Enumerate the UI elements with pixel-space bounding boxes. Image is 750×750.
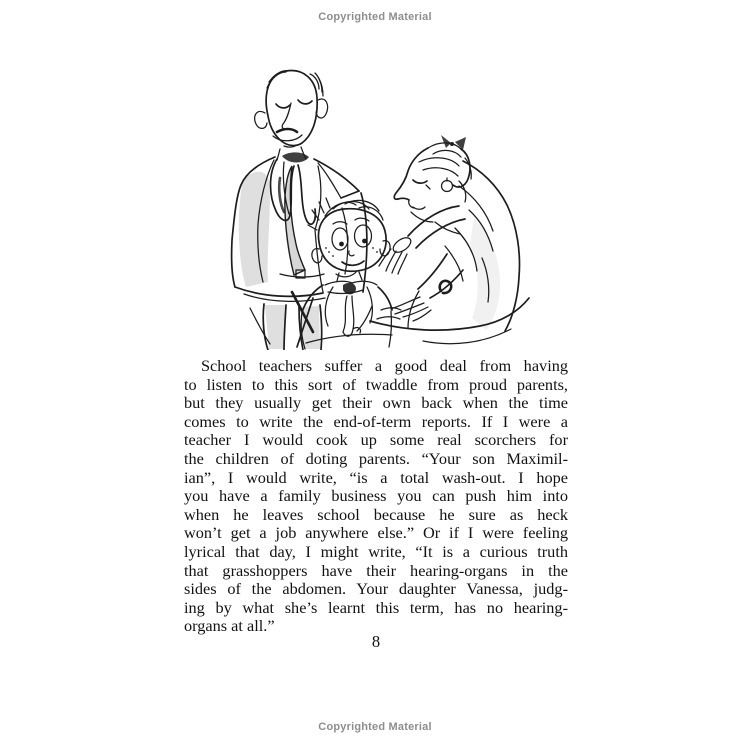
paragraph-line: won’t get a job anywhere else.” Or if I were feeling: [184, 523, 568, 543]
paragraph-line: to listen to this sort of twaddle from proud parents,: [184, 374, 568, 394]
copyright-watermark-bottom: Copyrighted Material: [318, 721, 432, 733]
paragraph-line: organs at all.”: [184, 616, 275, 636]
body-paragraph: [184, 357, 568, 636]
father-figure: [232, 71, 367, 350]
paragraph-line: the children of doting parents. “Your son Maximil-: [184, 448, 568, 468]
page-number: 8: [371, 632, 381, 651]
paragraph-line: that grasshoppers have their hearing-organs in the: [184, 560, 568, 580]
paragraph-line: teacher I would cook up some real scorchers for: [184, 430, 568, 450]
matilda-parents-illustration: [222, 58, 534, 350]
paragraph-line: when he leaves school because he sure as heck: [184, 504, 568, 524]
paragraph-line: comes to write the end-of-term reports. If I were a: [184, 411, 568, 431]
copyright-watermark-top: Copyrighted Material: [318, 11, 432, 23]
paragraph-line: ian”, I would write, “is a total wash-out. I hope: [184, 467, 568, 487]
paragraph-line: but they usually get their own back when the time: [184, 393, 568, 413]
paragraph-line: ing by what she’s learnt this term, has no hearing-: [184, 597, 568, 617]
mother-figure: [306, 135, 529, 344]
paragraph-line: sides of the abdomen. Your daughter Vanessa, judg-: [184, 579, 568, 599]
paragraph-line: you have a family business you can push him into: [184, 486, 568, 506]
paragraph-line: lyrical that day, I might write, “It is a curious truth: [184, 541, 568, 561]
paragraph-line: School teachers suffer a good deal from having: [201, 356, 568, 375]
